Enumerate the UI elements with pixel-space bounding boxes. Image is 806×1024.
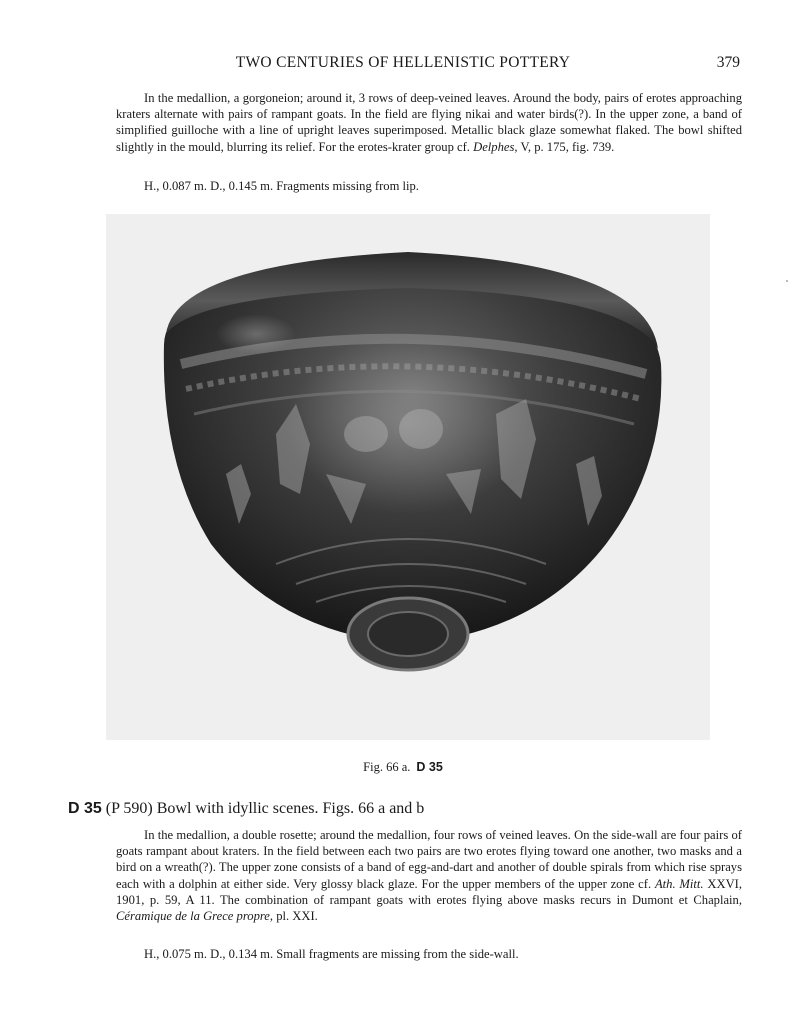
top-desc-part2: , V, p. 175, fig. 739. <box>514 139 615 154</box>
entry-dimensions: H., 0.075 m. D., 0.134 m. Small fragments are missing from the side-wall. <box>144 947 519 961</box>
top-desc-part1: In the medallion, a gorgoneion; around it, 3 rows of deep-veined leaves. Around the body, pairs of erotes approaching kraters alternate with pairs of rampant goats. In the field are flying nikai and water birds(?). In the upper zone, a band of simplified guilloche with a line of upright leaves superimposed. Metallic black glaze somewhat flaked. The bowl shifted slightly in the mould, blurring its relief. For the erotes-krater group cf. <box>116 91 742 154</box>
top-entry-dimensions: H., 0.087 m. D., 0.145 m. Fragments missing from lip. <box>144 179 419 193</box>
entry-desc-italic-ref2: Céramique de la Grece propre <box>116 909 270 924</box>
entry-heading <box>68 800 424 818</box>
figure-caption <box>0 760 806 775</box>
medallion-rosette <box>368 612 448 656</box>
caption-ref: D 35 <box>416 760 443 774</box>
top-entry-description <box>116 90 742 155</box>
bowl-illustration <box>106 214 710 740</box>
running-head <box>0 54 806 76</box>
entry-desc-part2: XXVI, 1901, p. 59, A 11. The combination of rampant goats with erotes flying above masks recurs in Dumont et Chaplain, <box>116 876 743 907</box>
entry-desc-part3: , pl. XXI. <box>269 909 318 924</box>
entry-description <box>116 827 742 924</box>
page-number: 379 <box>716 54 740 71</box>
entry-number: D 35 <box>68 800 102 817</box>
bowl-photograph <box>106 214 710 740</box>
caption-label: Fig. 66 a. <box>363 760 411 774</box>
entry-desc-italic-ref1: Ath. Mitt. <box>654 876 704 891</box>
top-desc-italic-ref: Delphes <box>473 139 515 154</box>
entry-desc-part1: In the medallion, a double rosette; around the medallion, four rows of veined leaves. On the side-wall are four pairs of goats rampant about kraters. In the field between each two pairs are two erotes flying toward one another, two masks and a bird on a wreath(?). The upper zone consists of a band of egg-and-dart and another of double spirals from which rise sprays each with a dolphin at either side. Very glossy black glaze. For the upper members of the upper zone cf. <box>116 828 742 891</box>
entry-title: (P 590) Bowl with idyllic scenes. Figs. 66 a and b <box>105 800 425 817</box>
running-title: TWO CENTURIES OF HELLENISTIC POTTERY <box>235 54 571 71</box>
margin-speck <box>786 280 788 282</box>
